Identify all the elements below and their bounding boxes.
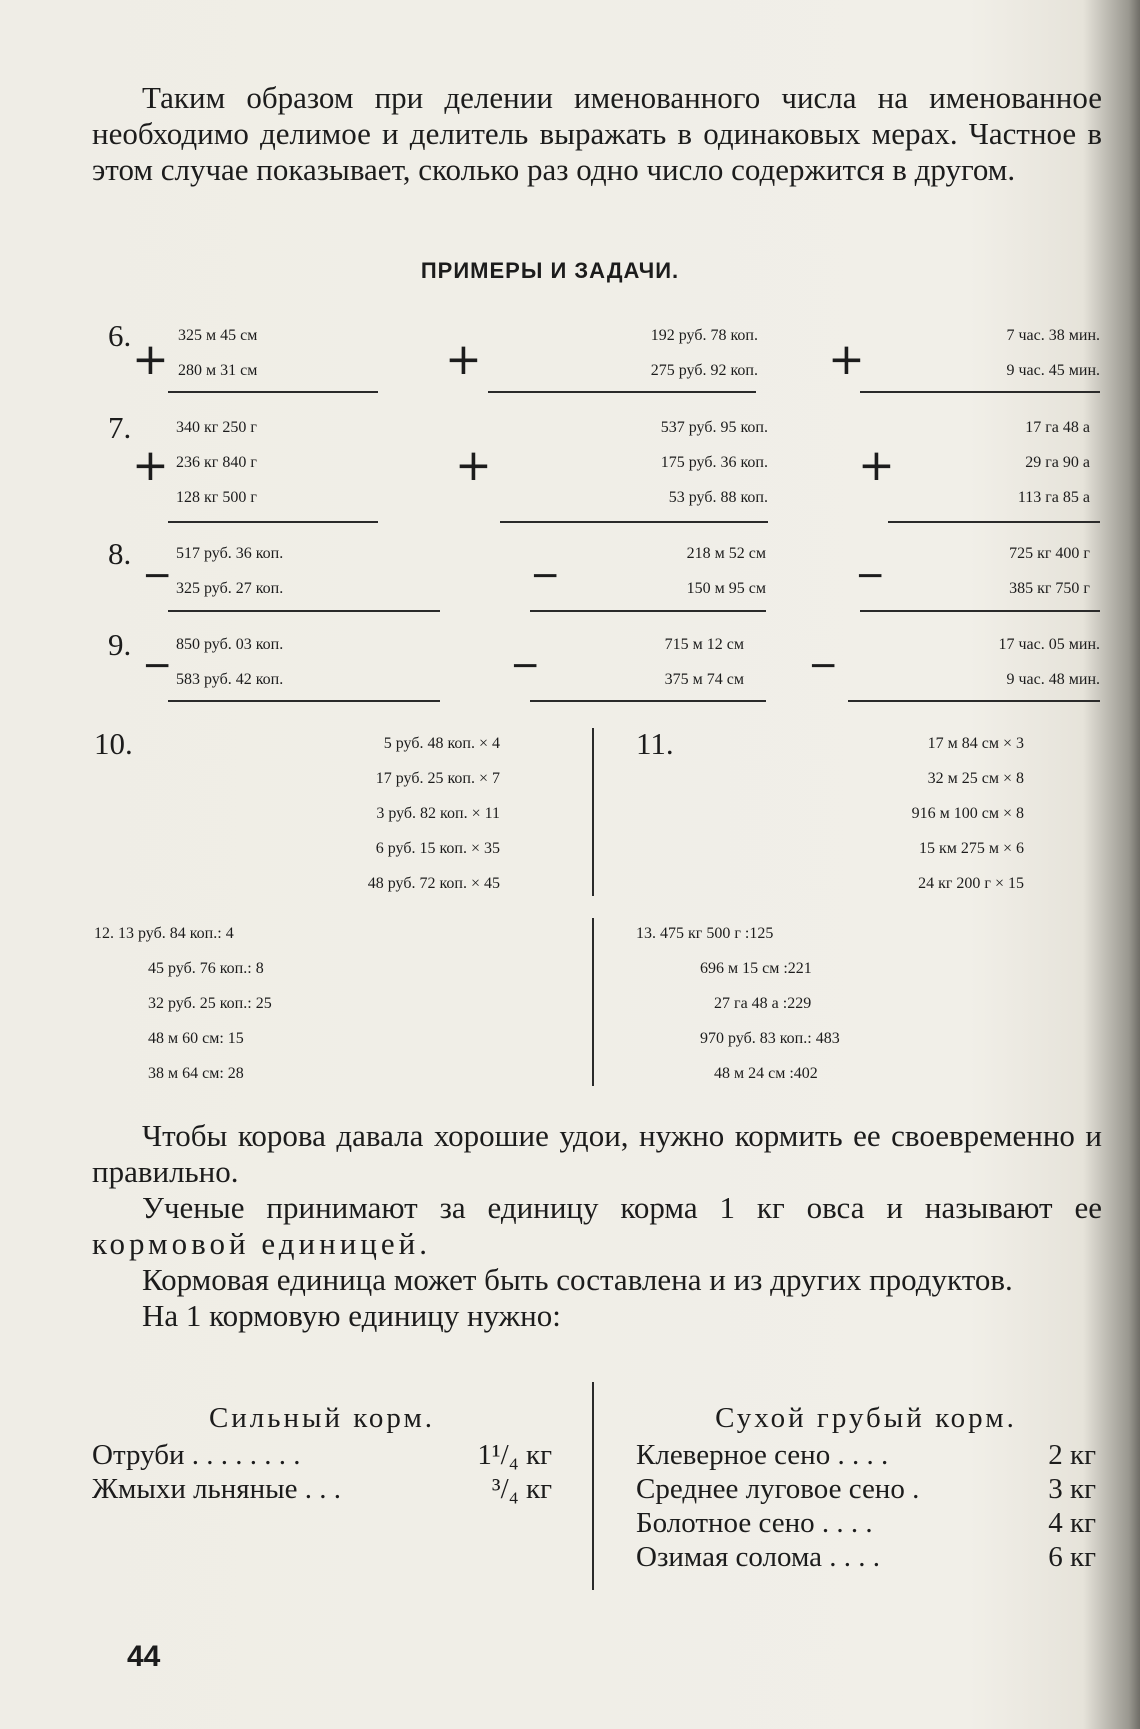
underline xyxy=(848,700,1100,702)
section-heading: ПРИМЕРЫ И ЗАДАЧИ. xyxy=(420,258,680,283)
list-item: 17 м 84 см × 3 xyxy=(927,735,1024,752)
feed-row xyxy=(92,1438,552,1472)
term: 725 кг 400 г xyxy=(1009,545,1090,562)
list-item: 27 га 48 а :229 xyxy=(714,995,812,1012)
ex9-col-a xyxy=(176,627,436,697)
ex10-list xyxy=(150,726,500,901)
term: 340 кг 250 г xyxy=(176,419,257,436)
column-divider xyxy=(592,918,594,1086)
term: 375 м 74 см xyxy=(664,671,744,688)
term: 175 руб. 36 коп. xyxy=(660,454,768,471)
minus-sign: − xyxy=(855,555,886,596)
term: 583 руб. 42 коп. xyxy=(176,671,284,688)
ex12-list xyxy=(94,916,474,1091)
list-item: 5 руб. 48 коп. × 4 xyxy=(383,735,500,752)
minus-sign: − xyxy=(142,555,173,596)
ex7-col-a xyxy=(176,410,376,515)
underline xyxy=(530,610,766,612)
term: 517 руб. 36 коп. xyxy=(176,545,284,562)
term: 29 га 90 а xyxy=(1025,454,1090,471)
feed-name: Жмыхи льняные . . . xyxy=(92,1473,342,1505)
feed-qty: 6 кг xyxy=(1048,1541,1096,1573)
list-item: 24 кг 200 г × 15 xyxy=(918,875,1024,892)
plus-sign: + xyxy=(828,334,865,385)
underline xyxy=(168,521,378,523)
list-item: 32 м 25 см × 8 xyxy=(927,770,1024,787)
feed-name: Отруби . . . . . . . . xyxy=(92,1439,301,1471)
list-item: 48 руб. 72 коп. × 45 xyxy=(367,875,500,892)
term: 325 руб. 27 коп. xyxy=(176,580,284,597)
term: 192 руб. 78 коп. xyxy=(650,327,758,344)
column-divider xyxy=(592,1382,594,1590)
paragraph: На 1 кормовую единицу нужно: xyxy=(142,1298,561,1333)
problem-number-10: 10. xyxy=(94,726,133,761)
feed-qty: 3 кг xyxy=(1048,1473,1096,1505)
feed-row xyxy=(636,1540,1096,1574)
underline xyxy=(168,700,440,702)
minus-sign: − xyxy=(142,645,173,686)
emphasis: кормовой единицей. xyxy=(92,1226,431,1261)
plus-sign: + xyxy=(858,440,895,491)
minus-sign: − xyxy=(808,645,839,686)
ex8-col-b xyxy=(566,536,766,606)
dry-feed-list xyxy=(636,1398,1096,1574)
underline xyxy=(168,391,378,393)
ex9-col-c xyxy=(850,627,1100,697)
underline xyxy=(500,521,768,523)
column-divider xyxy=(592,728,594,896)
problem-number-12: 12. xyxy=(94,925,114,942)
term: 715 м 12 см xyxy=(664,636,744,653)
term: 325 м 45 см xyxy=(178,327,258,344)
list-item: 17 руб. 25 коп. × 7 xyxy=(375,770,500,787)
term: 280 м 31 см xyxy=(178,362,258,379)
plus-sign: + xyxy=(132,440,169,491)
problem-number-8: 8. xyxy=(108,536,132,571)
paragraph xyxy=(92,1190,1102,1262)
feed-paragraphs xyxy=(92,1118,1102,1334)
underline xyxy=(168,610,440,612)
underline xyxy=(860,391,1100,393)
problem-number-6: 6. xyxy=(108,318,132,353)
term: 385 кг 750 г xyxy=(1009,580,1090,597)
feed-row xyxy=(92,1472,552,1506)
ex11-list xyxy=(690,726,1024,901)
intro-text: Таким образом при делении именованного числа на именованное необходимо делимое и делитель выражать в одинаковых мерах. Частное в этом случае показывает, сколько раз одно число содержится в другом. xyxy=(92,80,1102,187)
list-item: 6 руб. 15 коп. × 35 xyxy=(375,840,500,857)
term: 850 руб. 03 коп. xyxy=(176,636,284,653)
ex6-col-b xyxy=(488,318,758,388)
underline xyxy=(888,521,1100,523)
ex13-list xyxy=(636,916,1056,1091)
plus-sign: + xyxy=(445,334,482,385)
term: 113 га 85 а xyxy=(1017,489,1090,506)
list-item: 48 м 24 см :402 xyxy=(714,1065,818,1082)
problem-number-9: 9. xyxy=(108,627,132,662)
ex8-col-a xyxy=(176,536,436,606)
ex7-col-b xyxy=(500,410,768,515)
term: 128 кг 500 г xyxy=(176,489,257,506)
underline xyxy=(530,700,766,702)
feed-qty: 2 кг xyxy=(1048,1439,1096,1471)
feed-row xyxy=(636,1506,1096,1540)
dry-feed-title: Сухой грубый корм. xyxy=(715,1402,1017,1434)
ex7-col-c xyxy=(890,410,1090,515)
list-item: 32 руб. 25 коп.: 25 xyxy=(148,995,272,1012)
feed-qty: ³/₄ кг xyxy=(491,1473,552,1505)
list-item: 15 км 275 м × 6 xyxy=(918,840,1024,857)
list-item: 13 руб. 84 коп.: 4 xyxy=(118,925,234,942)
ex9-col-b xyxy=(544,627,744,697)
minus-sign: − xyxy=(530,555,561,596)
feed-qty: 4 кг xyxy=(1048,1507,1096,1539)
list-item: 475 кг 500 г :125 xyxy=(660,925,774,942)
plus-sign: + xyxy=(455,440,492,491)
list-item: 48 м 60 см: 15 xyxy=(148,1030,244,1047)
paragraph-text: Ученые принимают за единицу корма 1 кг овса и называют ее xyxy=(142,1190,1102,1225)
ex6-col-a xyxy=(178,318,378,388)
list-item: 38 м 64 см: 28 xyxy=(148,1065,244,1082)
problem-number-11: 11. xyxy=(636,726,674,761)
term: 9 час. 48 мин. xyxy=(1006,671,1100,688)
term: 7 час. 38 мин. xyxy=(1006,327,1100,344)
term: 218 м 52 см xyxy=(686,545,766,562)
feed-name: Клеверное сено . . . . xyxy=(636,1439,889,1471)
ex6-col-c xyxy=(860,318,1100,388)
problem-number-13: 13. xyxy=(636,925,656,942)
paragraph: Кормовая единица может быть составлена и из других продуктов. xyxy=(142,1262,1013,1297)
list-item: 916 м 100 см × 8 xyxy=(911,805,1024,822)
list-item: 3 руб. 82 коп. × 11 xyxy=(376,805,500,822)
list-item: 970 руб. 83 коп.: 483 xyxy=(700,1030,840,1047)
list-item: 696 м 15 см :221 xyxy=(700,960,812,977)
feed-name: Озимая солома . . . . xyxy=(636,1541,880,1573)
term: 17 час. 05 мин. xyxy=(998,636,1100,653)
plus-sign: + xyxy=(132,334,169,385)
underline xyxy=(488,391,756,393)
term: 17 га 48 а xyxy=(1025,419,1090,436)
strong-feed-title: Сильный корм. xyxy=(208,1402,436,1434)
term: 9 час. 45 мин. xyxy=(1006,362,1100,379)
term: 53 руб. 88 коп. xyxy=(668,489,768,506)
underline xyxy=(860,610,1100,612)
list-item: 45 руб. 76 коп.: 8 xyxy=(148,960,264,977)
intro-paragraph xyxy=(92,80,1102,188)
term: 236 кг 840 г xyxy=(176,454,257,471)
page-number: 44 xyxy=(127,1640,161,1673)
strong-feed-list xyxy=(92,1398,552,1506)
minus-sign: − xyxy=(510,645,541,686)
feed-name: Среднее луговое сено . xyxy=(636,1473,920,1505)
term: 537 руб. 95 коп. xyxy=(660,419,768,436)
ex8-col-c xyxy=(890,536,1090,606)
feed-row xyxy=(636,1472,1096,1506)
feed-row xyxy=(636,1438,1096,1472)
feed-qty: 1¹/₄ кг xyxy=(477,1439,552,1471)
term: 275 руб. 92 коп. xyxy=(650,362,758,379)
paragraph: Чтобы корова давала хорошие удои, нужно кормить ее своевременно и правильно. xyxy=(92,1118,1102,1189)
problem-number-7: 7. xyxy=(108,410,132,445)
term: 150 м 95 см xyxy=(686,580,766,597)
feed-name: Болотное сено . . . . xyxy=(636,1507,873,1539)
